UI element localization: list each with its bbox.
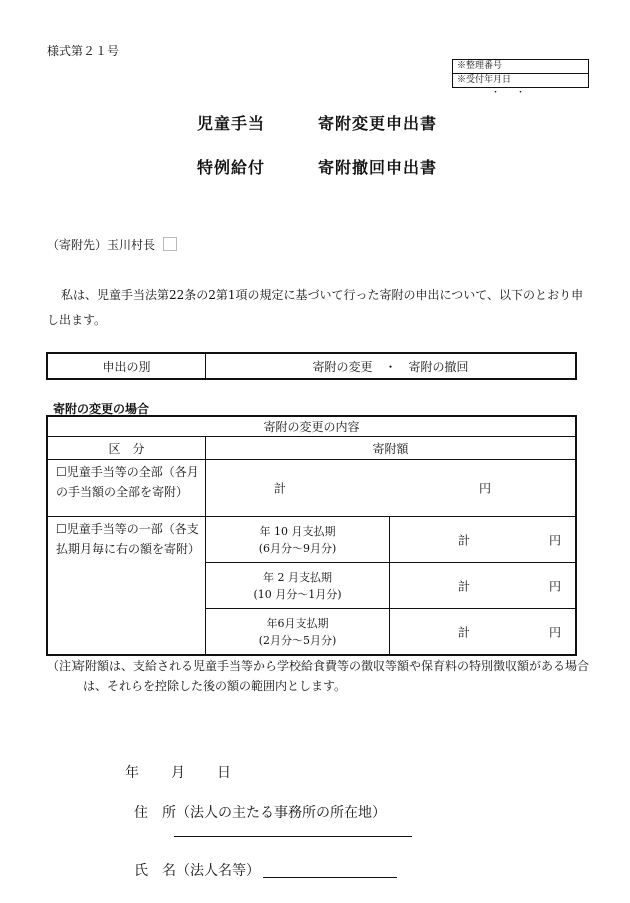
title-donation-withdrawal: 寄附撤回申出書 (318, 158, 438, 177)
addressee (47, 236, 177, 253)
request-type-label: 申出の別 (47, 353, 206, 379)
form-number: 様式第２１号 (47, 44, 120, 58)
period-yen-label: 円 (548, 533, 561, 547)
name-field-line[interactable] (263, 877, 397, 878)
note (47, 656, 592, 696)
title-special-benefit: 特例給付 (197, 158, 266, 177)
period-amount-cell[interactable] (390, 563, 577, 609)
period-amount-cell[interactable] (390, 517, 577, 563)
title-donation-change: 寄附変更申出書 (318, 114, 438, 133)
received-date-row (453, 73, 588, 98)
amount-header: 寄附額 (206, 437, 577, 460)
name-label: 氏 名（法人名等） (134, 863, 260, 879)
received-date-label: ※受付年月日 (457, 75, 512, 85)
address-field-line[interactable] (174, 836, 412, 837)
partial-option-label[interactable]: ☐児童手当等の一部（各支払期月毎に右の額を寄附） (47, 517, 206, 656)
period-yen-label: 円 (548, 625, 561, 639)
seal-icon (163, 237, 177, 251)
serial-number-label: ※整理番号 (457, 61, 503, 71)
date-day: 日 (217, 765, 231, 781)
period-label: 年 10 月支払期 (259, 524, 336, 538)
request-type-options[interactable]: 寄附の変更 ・ 寄附の撤回 (206, 353, 577, 379)
period-label: 年 2 月支払期 (263, 570, 332, 584)
change-table-title: 寄附の変更の内容 (47, 416, 576, 437)
period-label: 年6月支払期 (266, 616, 329, 630)
note-prefix: （注） (47, 659, 84, 673)
period-kei-label: 計 (458, 579, 471, 593)
period-cell (206, 609, 390, 656)
received-date-dots: ・・ (491, 88, 542, 98)
all-option-label[interactable]: ☐児童手当等の全部（各月の手当額の全部を寄附） (47, 460, 206, 517)
period-kei-label: 計 (458, 533, 471, 547)
date-line[interactable] (125, 762, 263, 782)
period-months: (2月分～5月分) (258, 633, 337, 647)
date-month: 月 (171, 765, 185, 781)
period-yen-label: 円 (548, 579, 561, 593)
intro-paragraph: 私は、児童手当法第22条の2第1項の規定に基づいて行った寄附の申出について、以下のとおり申し出ます。 (47, 288, 584, 327)
date-year: 年 (125, 765, 139, 781)
addressee-text: （寄附先）玉川村長 (47, 238, 156, 252)
note-text: 寄附額は、支給される児童手当等から学校給食費等の徴収等額や保育料の特別徴収額がある場合は、それらを控除した後の額の範囲内とします。 (73, 659, 590, 693)
change-section-heading: 寄附の変更の場合 (53, 402, 150, 416)
period-amount-cell[interactable] (390, 609, 577, 656)
office-use-box (452, 59, 589, 98)
period-kei-label: 計 (458, 625, 471, 639)
period-cell (206, 517, 390, 563)
category-header: 区 分 (47, 437, 206, 460)
all-yen-label: 円 (478, 481, 491, 496)
title-child-allowance: 児童手当 (197, 114, 266, 133)
all-amount-cell[interactable] (206, 460, 577, 517)
period-months: (10 月分～1月分) (253, 587, 342, 601)
period-months: (6月分～9月分) (258, 541, 337, 555)
all-kei-label: 計 (274, 481, 287, 496)
donation-change-table (46, 415, 577, 656)
address-label: 住 所（法人の主たる事務所の所在地） (134, 805, 386, 821)
period-cell (206, 563, 390, 609)
request-type-table (46, 352, 577, 380)
